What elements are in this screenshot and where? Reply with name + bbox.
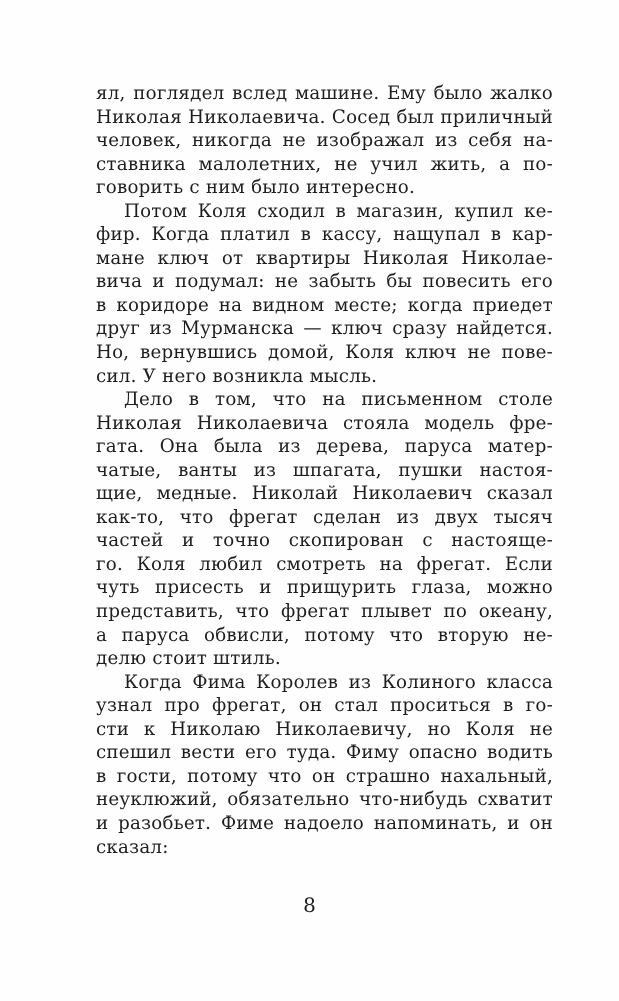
text-line: щие, медные. Николай Николаевич сказал: [96, 483, 553, 505]
text-line: Николая Николаевича. Сосед был приличный: [96, 106, 553, 128]
text-line: Дело в том, что на письменном столе: [124, 389, 553, 411]
body-text: [96, 82, 553, 859]
text-line: Но, вернувшись домой, Коля ключ не пове-: [96, 342, 553, 364]
text-line: мане ключ от квартиры Николая Николае-: [96, 247, 553, 269]
text-line: фир. Когда платил в кассу, нащупал в кар-: [96, 224, 553, 246]
text-line: как-то, что фрегат сделан из двух тысяч: [96, 506, 553, 528]
text-line: ял, поглядел вслед машине. Ему было жалко: [96, 83, 553, 104]
text-line: го. Коля любил смотреть на фрегат. Если: [96, 553, 553, 575]
text-line: Когда Фима Королев из Колиного класса: [124, 671, 553, 693]
text-line: Потом Коля сходил в магазин, купил ке-: [124, 200, 553, 222]
text-line: и разобьет. Фиме надоело напоминать, и он: [96, 812, 553, 834]
text-line: представить, что фрегат плывет по океану,: [96, 601, 553, 623]
paragraph: [96, 388, 553, 671]
text-line: человек, никогда не изображал из себя на-: [96, 130, 553, 152]
text-line: сказал:: [96, 836, 169, 858]
text-line: неуклюжий, обязательно что-нибудь схватит: [96, 789, 553, 811]
paragraph: [96, 671, 553, 859]
text-line: частей и точно скопирован с настояще-: [96, 530, 553, 552]
text-line: а паруса обвисли, потому что вторую не-: [96, 624, 553, 646]
text-line: чуть присесть и прищурить глаза, можно: [96, 577, 553, 599]
paragraph: [96, 82, 553, 200]
page-number: 8: [303, 893, 316, 917]
text-line: друг из Мурманска — ключ сразу найдется.: [96, 318, 553, 340]
text-line: Николая Николаевича стояла модель фре-: [96, 412, 553, 434]
text-line: ставника малолетних, не учил жить, а по-: [96, 153, 553, 175]
text-line: в коридоре на видном месте; когда приедет: [96, 294, 553, 316]
text-line: говорить с ним было интересно.: [96, 177, 416, 199]
text-line: спешил вести его туда. Фиму опасно водить: [96, 742, 553, 764]
text-line: делю стоит штиль.: [96, 648, 281, 670]
text-line: вича и подумал: не забыть бы повесить его: [96, 271, 553, 293]
text-line: гата. Она была из дерева, паруса матер-: [96, 436, 553, 458]
text-line: сил. У него возникла мысль.: [96, 365, 378, 387]
text-line: в гости, потому что он страшно нахальный,: [96, 765, 553, 787]
text-line: чатые, ванты из шпагата, пушки настоя-: [96, 459, 553, 481]
text-line: узнал про фрегат, он стал проситься в го-: [96, 695, 553, 717]
paragraph: [96, 200, 553, 388]
text-line: сти к Николаю Николаевичу, но Коля не: [96, 718, 553, 740]
